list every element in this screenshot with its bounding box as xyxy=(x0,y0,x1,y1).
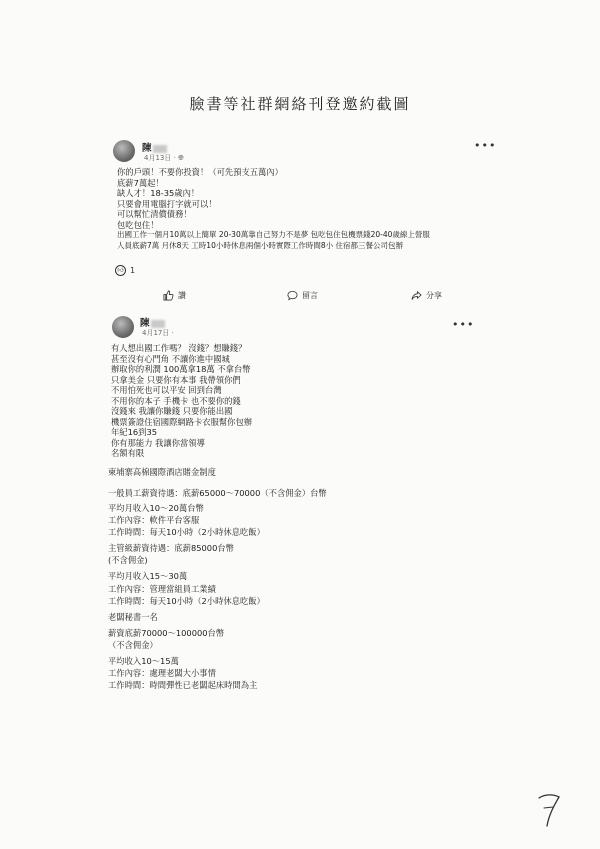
comment-label: 留言 xyxy=(302,291,318,300)
info-line: 工作時間：每天10小時（2小時休息吃飯） xyxy=(108,527,265,537)
author-name[interactable]: 陳 xyxy=(142,143,152,154)
post-line: 年紀16到35 xyxy=(111,427,158,437)
info-line: （不含佣金） xyxy=(108,640,158,650)
post-line: 不用怕死也可以平安 回到台灣 xyxy=(111,385,222,395)
salary-info xyxy=(108,0,528,849)
post-line: 機票簽證住宿國際網路卡衣服幫你包辦 xyxy=(111,416,253,427)
post-date[interactable]: 4月13日 · 🌐︎ xyxy=(144,154,184,162)
info-line: 工作內容：處理老闆大小事情 xyxy=(108,668,216,678)
info-line: 一般員工薪資待遇：底薪65000～70000（不含佣金）台幣 xyxy=(108,488,327,498)
more-dots-icon[interactable]: ••• xyxy=(474,139,497,152)
post-line: 只要會用電腦打字就可以！ xyxy=(117,198,217,209)
post-line: 沒錢來 我讓你賺錢 只要你能出國 xyxy=(111,406,233,416)
globe-icon: 🌐︎ xyxy=(178,154,184,162)
handwritten-page-number xyxy=(535,790,565,830)
post-line: 不用你的本子 手機卡 也不要你的錢 xyxy=(111,395,241,406)
info-line: 工作時間：每天10小時（2小時休息吃飯） xyxy=(108,596,265,606)
post-line: 你的戶頭！不要你投資！（可先預支五萬內） xyxy=(117,167,283,177)
post-date[interactable]: 4月17日 · xyxy=(142,329,174,337)
document-title: 臉書等社群網絡刊登邀約截圖 xyxy=(189,95,411,113)
post-line: 名額有限 xyxy=(111,448,145,458)
info-line: 工作內容：管理當組員工業績 xyxy=(108,584,216,594)
info-line: 主管級薪資待遇：底薪85000台幣 xyxy=(108,543,234,553)
post-line: 出國工作一個月10萬以上簡單 20-30萬靠自己努力不是夢 包吃包住包機票錢20-40歲線上營服 xyxy=(117,230,430,239)
reaction-count[interactable]: 👍︎ 1 xyxy=(115,265,135,276)
info-line: 老闆秘書一名 xyxy=(108,612,158,622)
post-line: 包吃包住！ xyxy=(117,219,159,230)
post-line: 你有那能力 我讓你當領導 xyxy=(111,437,205,448)
more-dots-icon[interactable]: ••• xyxy=(452,318,475,331)
info-line: 工作內容：軟件平台客服 xyxy=(108,515,200,525)
post-line: 辦取你的利潤 100萬拿18萬 不拿台幣 xyxy=(111,364,251,374)
like-label: 讚 xyxy=(178,291,186,300)
post-line: 缺人才！18-35歲內！ xyxy=(117,188,200,198)
post-line: 只拿美金 只要你有本事 我帶領你們 xyxy=(111,374,241,385)
info-line: 平均月收入10～20萬台幣 xyxy=(108,503,204,513)
section-title: 柬埔寨高棉國際酒店賭金制度 xyxy=(108,467,216,477)
info-line: 薪資底薪70000～100000台幣 xyxy=(108,628,225,638)
info-line: (不含佣金) xyxy=(108,555,148,565)
share-label: 分享 xyxy=(426,291,442,300)
info-line: 平均月收入15～30萬 xyxy=(108,571,188,581)
post-line: 人員底薪7萬 月休8天 工時10小時休息兩個小時實際工作時間8小 住宿都三餐公司包辦 xyxy=(117,240,404,250)
info-line: 工作時間：時間彈性已老闆起床時間為主 xyxy=(108,680,258,690)
info-line: 平均收入10～15萬 xyxy=(108,656,179,666)
post-line: 有人想出國工作嗎？ 沒錢？想賺錢？ xyxy=(111,343,247,353)
like-reaction-icon: 👍︎ xyxy=(115,265,126,276)
post-line: 可以幫忙清償債務！ xyxy=(117,209,192,219)
author-name[interactable]: 陳 xyxy=(140,318,150,329)
post-line: 甚至沒有心門角 不讓你進中國城 xyxy=(111,353,230,364)
post-line: 底薪7萬起！ xyxy=(117,177,164,188)
